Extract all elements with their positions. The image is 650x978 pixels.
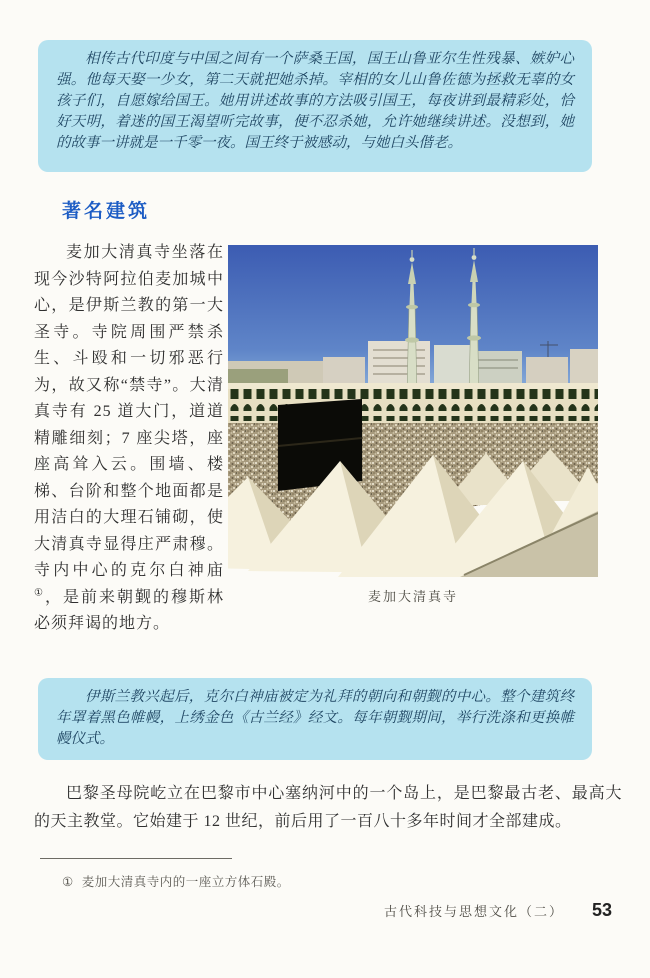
figure-caption: 麦加大清真寺 [367, 589, 458, 604]
kaaba-text: 伊斯兰教兴起后，克尔白神庙被定为礼拜的朝向和朝觐的中心。整个建筑终年罩着黑色帷幔，上绣金色《古兰经》经文。每年朝觐期间，举行洗涤和更换帷幔仪式。 [56, 689, 574, 747]
footnote-marker: ① [62, 875, 74, 889]
footnote-text: 麦加大清真寺内的一座立方体石殿。 [81, 875, 290, 889]
mosque-paragraph [34, 240, 224, 638]
story-sidebar-box [38, 40, 592, 172]
mosque-text-part2: ，是前来朝觐的穆斯林必须拜谒的地方。 [34, 588, 224, 632]
page-number: 53 [591, 900, 612, 920]
mosque-text-part1: 麦加大清真寺坐落在现今沙特阿拉伯麦加城中心，是伊斯兰教的第一大圣寺。寺院周围严禁杀生、斗殴和一切邪恶行为，故又称“禁寺”。大清真寺有 25 道大门，道道精雕细刻；7 座尖塔，座座高耸入云。围墙、楼梯、台阶和整个地面都是用洁白的大理石铺砌，使大清真寺显得庄严肃穆。寺内中心的克尔白神庙 [34, 244, 224, 579]
mosque-figure [228, 245, 598, 605]
mosque-photo [228, 245, 598, 577]
footnote-divider [40, 858, 232, 859]
footnote-reference: ① [34, 587, 45, 599]
notredame-text: 巴黎圣母院屹立在巴黎市中心塞纳河中的一个岛上，是巴黎最古老、最高大的天主教堂。它始建于 12 世纪，前后用了一百八十多年时间才全部建成。 [34, 785, 622, 830]
footnote [62, 872, 290, 890]
footer-chapter-title: 古代科技与思想文化（二） [383, 904, 564, 919]
kaaba-sidebar-box [38, 678, 592, 760]
page-footer [384, 900, 612, 921]
story-text: 相传古代印度与中国之间有一个萨桑王国，国王山鲁亚尔生性残暴、嫉妒心强。他每天娶一少女，第二天就把她杀掉。宰相的女儿山鲁佐德为拯救无辜的女孩子们，自愿嫁给国王。她用讲述故事的方法吸引国王，每夜讲到最精彩处，恰好天明，着迷的国王渴望听完故事，便不忍杀她，允许她继续讲述。没想到，她的故事一讲就是一千零一夜。国王终于被感动，与她白头偕老。 [56, 51, 574, 151]
section-heading: 著名建筑 [62, 201, 151, 222]
notredame-paragraph [34, 780, 622, 836]
mosque-paragraph-text [34, 240, 224, 638]
